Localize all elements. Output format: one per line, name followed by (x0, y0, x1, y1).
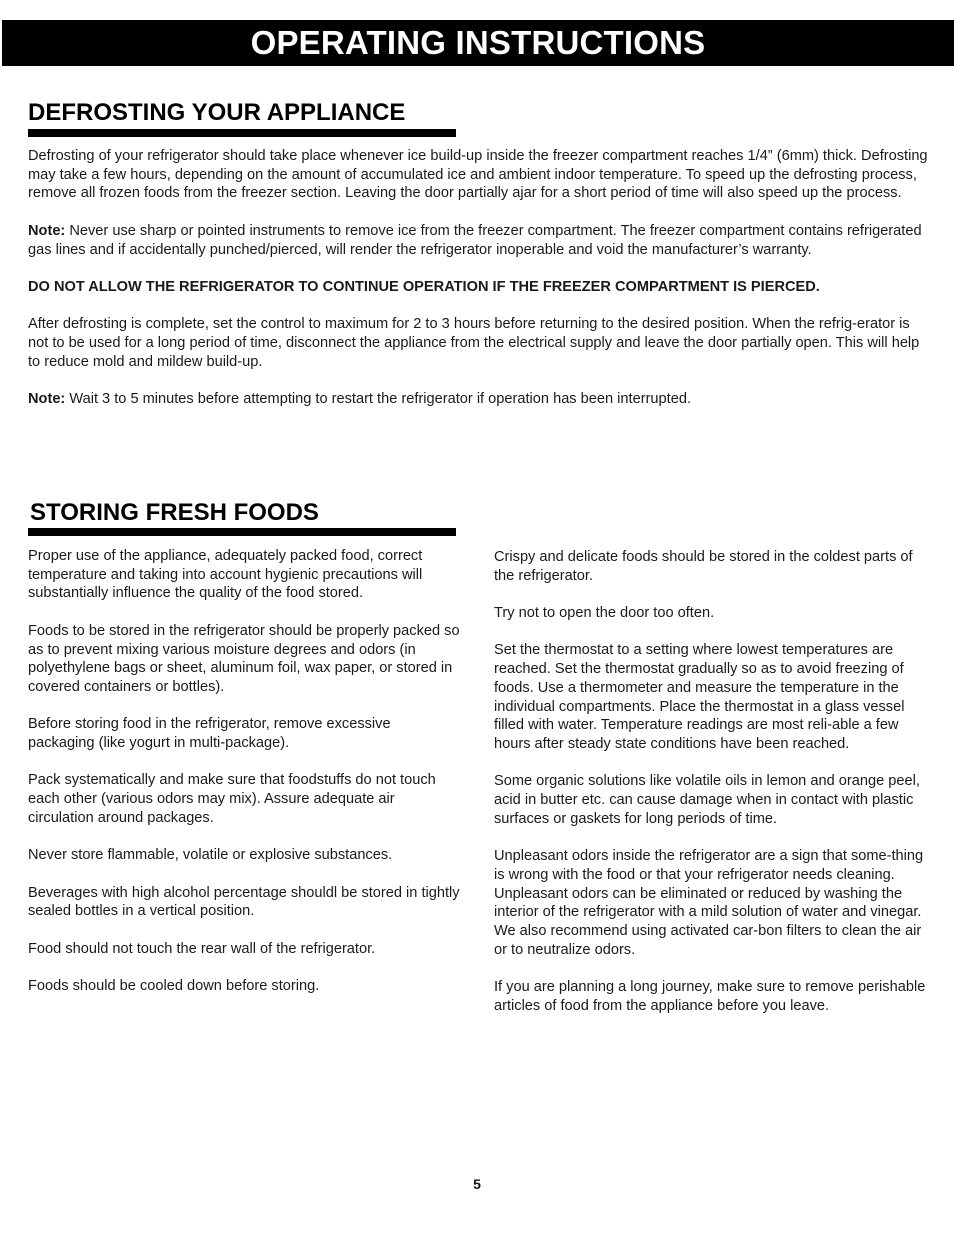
storing-paragraph: Food should not touch the rear wall of the refrigerator. (28, 940, 376, 957)
storing-paragraph: Unpleasant odors inside the refrigerator are a sign that some-thing is wrong with the food or that your refrigerator needs cleaning. Unpleasant odors can be eliminated or reduced by washing the interior of the refrigerator with a mild solution of water and vinegar. We also recommend using activated car-bon filters to clean the air or to neutralize odors. (494, 848, 924, 958)
page-number: 5 (473, 1176, 481, 1192)
storing-paragraph: Never store flammable, volatile or explosive substances. (28, 847, 393, 864)
note-text: Never use sharp or pointed instruments to remove ice from the freezer compartment. The freezer compartment contains refrigerated gas lines and if accidentally punched/pierced, will render the refrigerator inoperable and void the manufacturer’s warranty. (28, 222, 922, 258)
note-text: Wait 3 to 5 minutes before attempting to restart the refrigerator if operation has been interrupted. (65, 391, 692, 408)
note-label: Note: (28, 391, 66, 408)
storing-paragraph: Pack systematically and make sure that foodstuffs do not touch each other (various odors may mix). Assure adequate air circulation around packages. (28, 772, 436, 826)
page-title-bar (2, 20, 954, 66)
storing-heading: STORING FRESH FOODS (30, 499, 319, 526)
storing-paragraph: Try not to open the door too often. (494, 605, 715, 622)
storing-heading-rule (28, 528, 456, 536)
defrosting-heading: DEFROSTING YOUR APPLIANCE (28, 99, 406, 126)
storing-paragraph: If you are planning a long journey, make sure to remove perishable articles of food from the appliance before you leave. (494, 979, 926, 1014)
defrosting-paragraph: Defrosting of your refrigerator should take place whenever ice build-up inside the freezer compartment reaches 1/4” (6mm) thick. Defrosting may take a few hours, depending on the amount of accumulated ice and ambient indoor temperature. To speed up the defrosting process, remove all frozen foods from the freezer section. Leaving the door partially ajar for a short period of time will also speed up the process. (28, 148, 928, 202)
defrosting-body (28, 147, 928, 409)
storing-paragraph: Foods to be stored in the refrigerator should be properly packed so as to prevent mixing various moisture degrees and odors (in polyethylene bags or sheet, aluminum foil, wax paper, or stored in covered containers or bottles). (28, 622, 460, 695)
note-label: Note: (28, 222, 66, 239)
storing-paragraph: Some organic solutions like volatile oils in lemon and orange peel, acid in butter etc. can cause damage when in contact with plastic surfaces or gaskets for long periods of time. (494, 773, 920, 827)
storing-paragraph: Proper use of the appliance, adequately packed food, correct temperature and taking into account hygienic precautions will substantially influence the quality of the food stored. (28, 548, 423, 602)
storing-right-column (494, 548, 928, 1016)
page-title: OPERATING INSTRUCTIONS (250, 24, 706, 61)
defrosting-note (28, 222, 928, 259)
storing-paragraph: Crispy and delicate foods should be stored in the coldest parts of the refrigerator. (494, 549, 913, 584)
storing-paragraph: Before storing food in the refrigerator, remove excessive packaging (like yogurt in multi-package). (28, 716, 391, 751)
defrosting-warning: DO NOT ALLOW THE REFRIGERATOR TO CONTINUE OPERATION IF THE FREEZER COMPARTMENT IS PIERCED. (28, 278, 820, 295)
storing-paragraph: Set the thermostat to a setting where lowest temperatures are reached. Set the thermostat gradually so as to avoid freezing of foods. Use a thermometer and measure the temperature in the individual compartments. Place the thermostat in a glass vessel filled with water. Temperature readings are most reli-able a few hours after steady state conditions have been reached. (494, 642, 905, 752)
storing-paragraph: Beverages with high alcohol percentage shouldl be stored in tightly sealed bottles in a vertical position. (28, 884, 460, 920)
storing-paragraph: Foods should be cooled down before storing. (28, 978, 320, 995)
defrosting-paragraph: After defrosting is complete, set the control to maximum for 2 to 3 hours before returning to the desired position. When the refrig-erator is not to be used for a long period of time, disconnect the appliance from the electrical supply and leave the door partially open. This will help to reduce mold and mildew build-up. (28, 316, 920, 370)
defrosting-note (28, 390, 928, 409)
storing-left-column (28, 547, 460, 996)
defrosting-heading-rule (28, 129, 456, 137)
